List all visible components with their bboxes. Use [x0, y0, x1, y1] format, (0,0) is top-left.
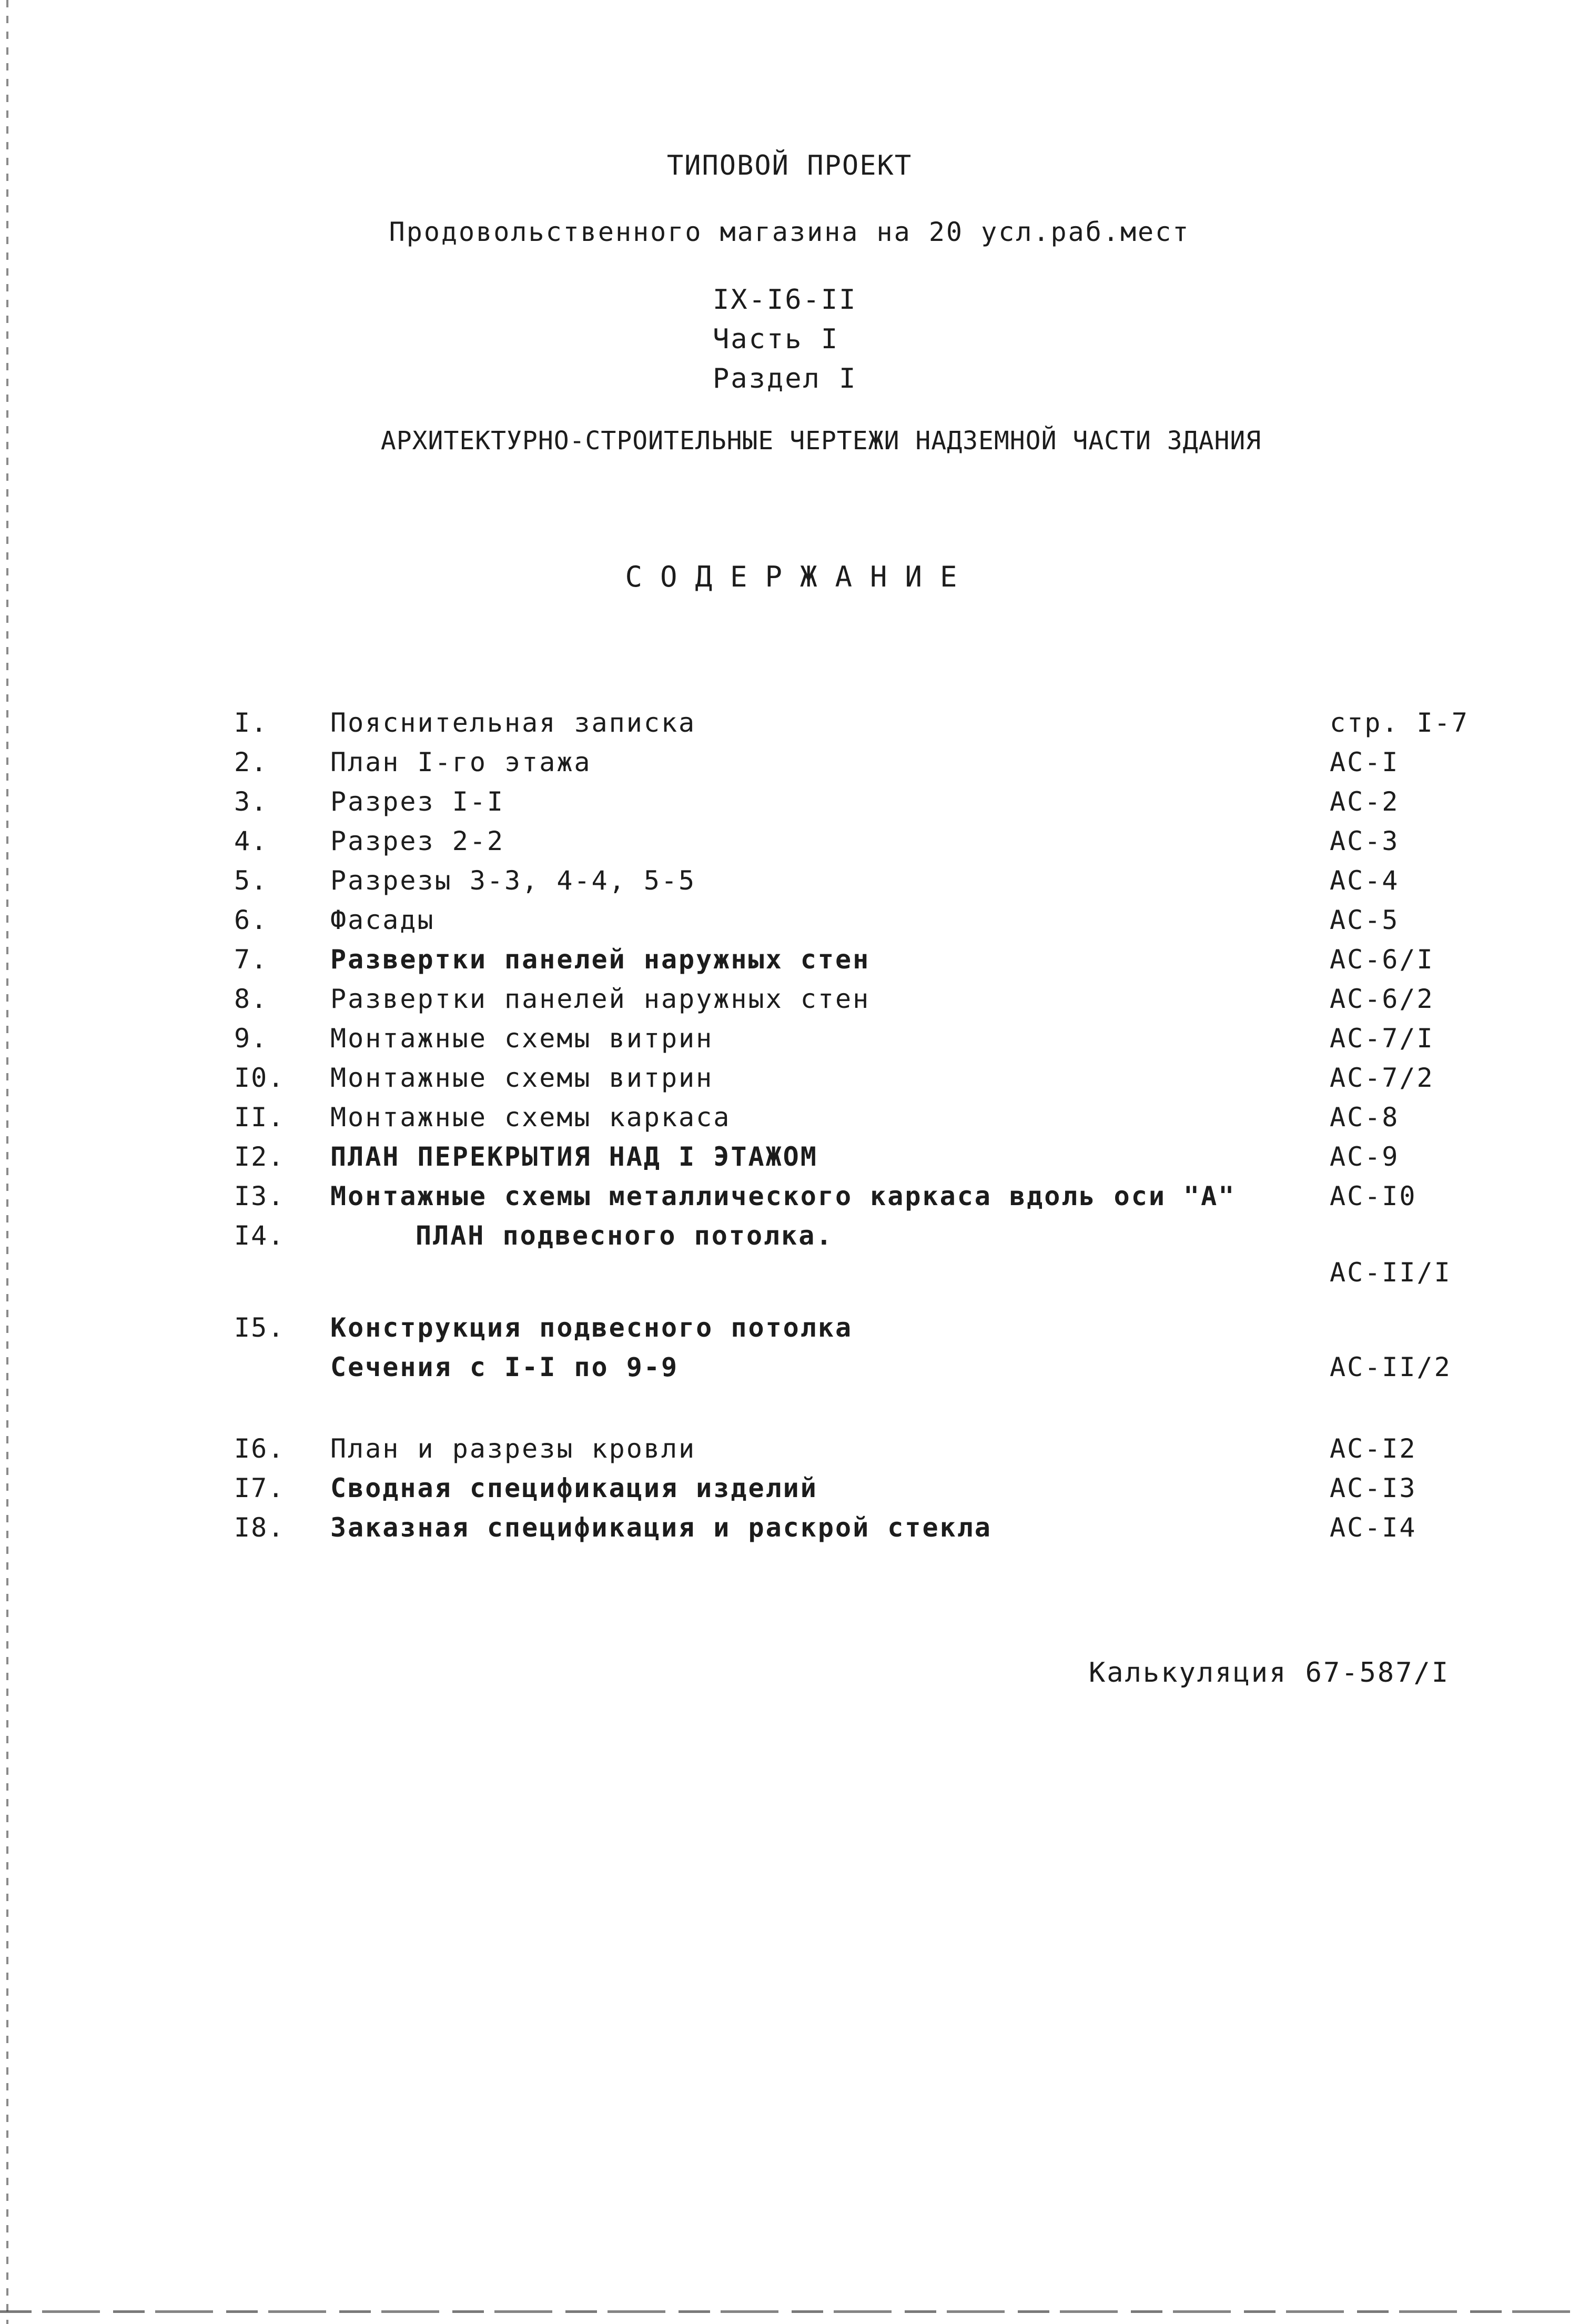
item-sheet-ref: АС-6/2 [1330, 984, 1434, 1014]
item-title: Разрезы 3-3, 4-4, 5-5 [330, 865, 696, 896]
scan-edge-bottom [0, 2310, 1579, 2313]
list-item [0, 1220, 1579, 1257]
list-item-continuation [0, 1352, 1579, 1389]
part-label: Часть I [713, 324, 839, 355]
item-sheet-ref: АС-II/2 [1330, 1352, 1452, 1382]
calculation-reference: Калькуляция 67-587/I [1089, 1657, 1450, 1689]
item-number: I2. [234, 1141, 285, 1172]
item-title: Развертки панелей наружных стен [330, 984, 871, 1014]
contents-heading: СОДЕРЖАНИЕ [625, 560, 975, 593]
list-item [0, 1023, 1579, 1060]
list-item [0, 747, 1579, 784]
item-number: 8. [234, 984, 268, 1014]
item-sheet-ref: АС-4 [1330, 865, 1400, 896]
item-number: I5. [234, 1312, 285, 1343]
project-code: IX-I6-II [713, 284, 857, 316]
list-item [0, 905, 1579, 942]
item-number: 2. [234, 747, 268, 777]
item-sheet-ref: АС-II/I [1330, 1257, 1452, 1288]
list-item [0, 1141, 1579, 1178]
item-title: ПЛАН ПЕРЕКРЫТИЯ НАД I ЭТАЖОМ [330, 1141, 818, 1172]
item-title: Фасады [330, 905, 435, 935]
item-number: 3. [234, 786, 268, 817]
item-sheet-ref: АС-I4 [1330, 1512, 1417, 1543]
list-item [0, 1312, 1579, 1349]
item-title: План I-го этажа [330, 747, 592, 777]
section-label: Раздел I [713, 363, 857, 395]
document-title: ТИПОВОЙ ПРОЕКТ [666, 150, 913, 181]
item-number: 4. [234, 826, 268, 856]
list-item [0, 1102, 1579, 1139]
item-sheet-ref: АС-I3 [1330, 1473, 1417, 1503]
list-item [0, 826, 1579, 863]
item-sheet-ref: АС-I [1330, 747, 1400, 777]
item-number: 9. [234, 1023, 268, 1054]
item-number: I. [234, 708, 268, 738]
item-sheet-ref: АС-7/I [1330, 1023, 1434, 1054]
item-number: I7. [234, 1473, 285, 1503]
item-sheet-ref: АС-7/2 [1330, 1063, 1434, 1093]
item-number: I3. [234, 1181, 285, 1211]
item-number: 6. [234, 905, 268, 935]
item-sheet-ref: АС-I0 [1330, 1181, 1417, 1211]
list-item [0, 1433, 1579, 1470]
item-title: Развертки панелей наружных стен [330, 944, 871, 975]
item-number: I8. [234, 1512, 285, 1543]
list-item [0, 865, 1579, 902]
section-title: АРХИТЕКТУРНО-СТРОИТЕЛЬНЫЕ ЧЕРТЕЖИ НАДЗЕМНОЙ ЧАСТИ ЗДАНИЯ [380, 426, 1262, 456]
list-item [0, 944, 1579, 981]
item-title: Разрез 2-2 [330, 826, 505, 856]
item-number: 5. [234, 865, 268, 896]
item-title: Монтажные схемы металлического каркаса вдоль оси "А" [330, 1181, 1236, 1211]
item-number: I0. [234, 1063, 285, 1093]
item-title: Монтажные схемы витрин [330, 1063, 714, 1093]
item-title: Монтажные схемы каркаса [330, 1102, 731, 1133]
item-number: I6. [234, 1433, 285, 1464]
document-subtitle: Продовольственного магазина на 20 усл.раб.мест [389, 217, 1190, 247]
item-sheet-ref: АС-3 [1330, 826, 1400, 856]
item-title: Сводная спецификация изделий [330, 1473, 818, 1503]
list-item [0, 708, 1579, 744]
item-title: Разрез I-I [330, 786, 505, 817]
item-title: Конструкция подвесного потолка [330, 1312, 853, 1343]
item-sheet-ref: АС-2 [1330, 786, 1400, 817]
item-title-line-2: Сечения с I-I по 9-9 [330, 1352, 679, 1382]
list-item-continuation [0, 1257, 1579, 1294]
item-sheet-ref: АС-I2 [1330, 1433, 1417, 1464]
item-sheet-ref: стр. I-7 [1330, 708, 1469, 738]
item-title: Монтажные схемы витрин [330, 1023, 714, 1054]
item-number: I4. [234, 1220, 285, 1251]
item-title: Пояснительная записка [330, 708, 696, 738]
item-number: II. [234, 1102, 285, 1133]
list-item [0, 786, 1579, 823]
list-item [0, 1181, 1579, 1218]
item-sheet-ref: АС-9 [1330, 1141, 1400, 1172]
item-number: 7. [234, 944, 268, 975]
item-sheet-ref: АС-5 [1330, 905, 1400, 935]
item-sheet-ref: АС-6/I [1330, 944, 1434, 975]
item-title: Заказная спецификация и раскрой стекла [330, 1512, 992, 1543]
list-item [0, 1512, 1579, 1549]
list-item [0, 1063, 1579, 1099]
item-title: План и разрезы кровли [330, 1433, 696, 1464]
item-sheet-ref: АС-8 [1330, 1102, 1400, 1133]
list-item [0, 984, 1579, 1020]
item-title: ПЛАН подвесного потолка. [416, 1220, 834, 1251]
list-item [0, 1473, 1579, 1510]
